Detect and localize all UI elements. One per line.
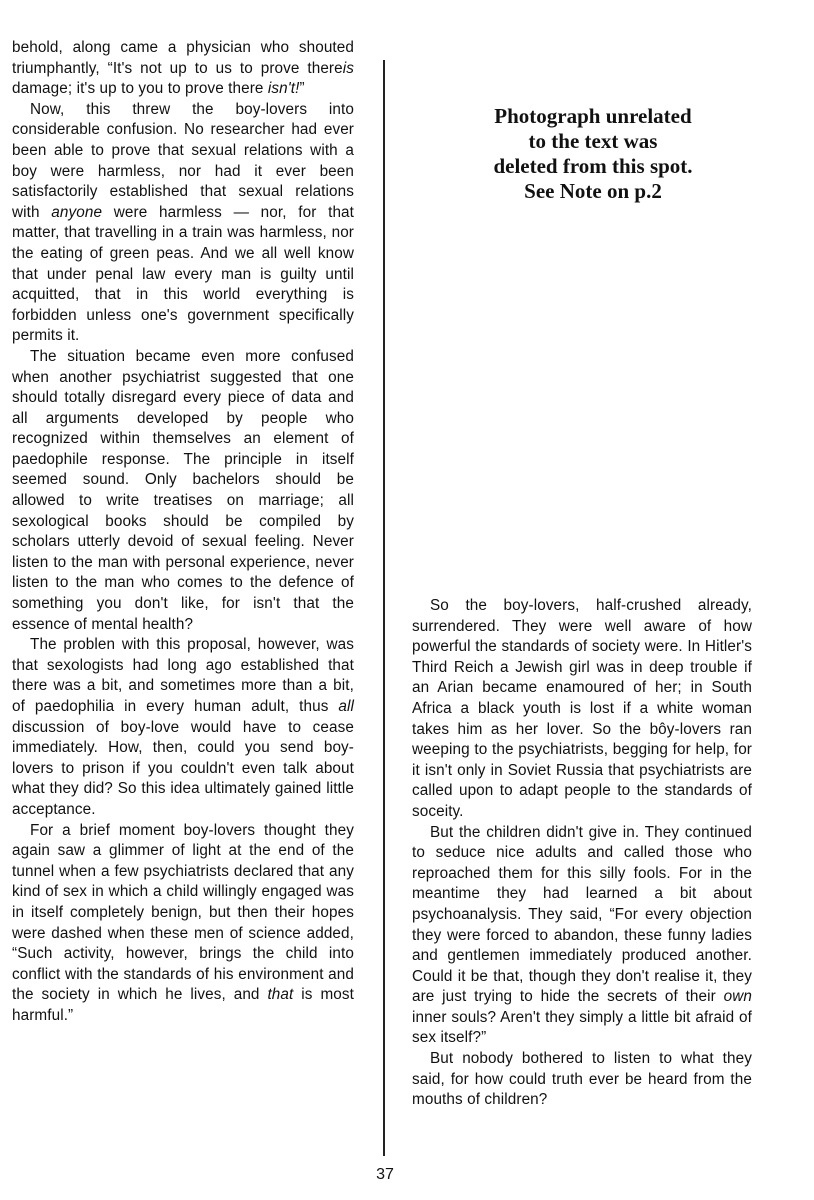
column-divider xyxy=(383,60,385,1156)
photo-removed-note xyxy=(438,104,748,204)
note-line: See Note on p.2 xyxy=(524,179,662,203)
paragraph-7: But the children didn't give in. They continued to seduce nice adults and called those who reproached them for this silly fools. For in the meantime they had learned a bit about psychoanalysis. They said, “For every objection they were forced to abandon, these funny ladies and gentlemen immediately produced another. Could it be that, though they don't realise it, they are just trying to hide the secrets of their own inner souls? Aren't they simply a little bit afraid of sex itself?” xyxy=(412,823,752,1047)
note-line: Photograph unrelated xyxy=(494,104,692,128)
paragraph-3: The situation became even more confused when another psychiatrist suggested that one should totally disregard every piece of data and all arguments developed by people who recognized within themselves an element of paedophile response. The principle in itself seemed sound. Only bachelors should be allowed to write treatises on marriage; all sexological books should be compiled by scholars utterly devoid of sexual feeling. Never listen to the man with personal experience, never listen to the man who comes to the defence of something you don't like, for isn't that the essence of mental health? xyxy=(12,347,354,633)
paragraph-1: behold, along came a physician who shouted triumphantly, “It's not up to us to prove thereis damage; it's up to you to prove there isn't!” xyxy=(12,39,354,98)
right-text-column xyxy=(412,596,752,1111)
paragraph-4: The problen with this proposal, however, was that sexologists had long ago established that there was a bit, and sometimes more than a bit, of paedophilia in every human adult, thus all discussion of boy-love would have to cease immediately. How, then, could you send boy-lovers to prison if you couldn't even talk about what they did? So this idea ultimately gained little acceptance. xyxy=(12,636,354,818)
page-number: 37 xyxy=(376,1166,394,1183)
paragraph-8: But nobody bothered to listen to what they said, for how could truth ever be heard from the mouths of children? xyxy=(412,1050,752,1109)
left-text-column xyxy=(12,38,354,1027)
paragraph-2: Now, this threw the boy-lovers into considerable confusion. No researcher had ever been able to prove that sexual relations with a boy were harmless, nor had it ever been satisfactorily established that sexual relations with anyone were harmless — nor, for that matter, that travelling in a train was harmless, nor the eating of green peas. And we all well know that under penal law every man is guilty until acquitted, that in this world everything is forbidden unless one's government specifically permits it. xyxy=(12,100,355,345)
paragraph-5: For a brief moment boy-lovers thought they again saw a glimmer of light at the end of the tunnel when a few psychiatrists declared that any kind of sex in which a child willingly engaged was in itself completely benign, but then their hopes were dashed when these men of science added, “Such activity, however, brings the child into conflict with the standards of his environment and the society in which he lives, and that is most harmful.” xyxy=(12,821,354,1024)
note-line: to the text was xyxy=(528,129,658,153)
note-line: deleted from this spot. xyxy=(493,154,693,178)
paragraph-6: So the boy-lovers, half-crushed already, surrendered. They were well aware of how powerful the standards of society were. In Hitler's Third Reich a Jewish girl was in deep trouble if an Arian became enamoured of her; in South Africa a black youth is lost if a white woman takes him as her lover. So the bôy-lovers ran weeping to the psychiatrists, begging for help, for it isn't only in Soviet Russia that psychiatrists are called upon to adapt people to the standards of soceity. xyxy=(412,597,752,820)
